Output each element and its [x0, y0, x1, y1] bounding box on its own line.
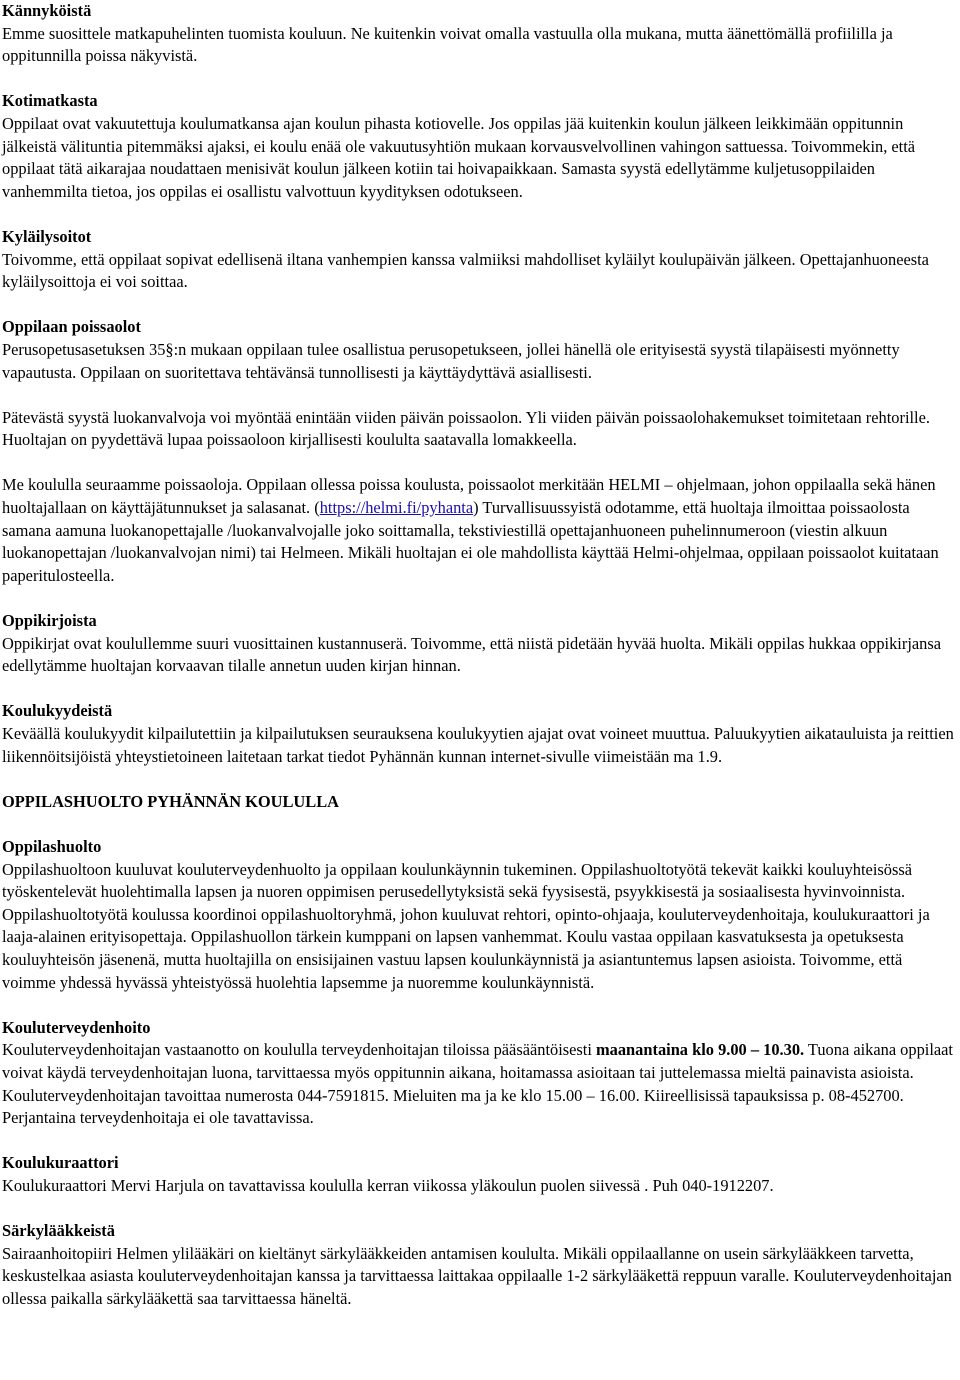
main-heading: OPPILASHUOLTO PYHÄNNÄN KOULULLA: [2, 791, 339, 811]
section-heading: Kännyköistä: [2, 1, 92, 20]
section-heading: Koulukyydeistä: [2, 701, 113, 721]
section-heading: Kouluterveydenhoito: [2, 1017, 151, 1037]
text-fragment: Tuona aikana oppilaat voivat käydä terveydenhoitajan luona, tarvittaessa myös oppitunnin aikana, hoitamassa asioitaan tai juttelemassa mieltä painavista asioista. Kouluterveydenhoitajan tavoittaa numerosta 044-7591815. Mieluiten ma ja ke klo 15.00 – 16.00. Kiireellisissä tapauksissa p. 08-452700. Perjantaina terveydenhoitaja ei ole tavattavissa.: [2, 1040, 953, 1128]
section-text: Keväällä koulukyydit kilpailutettiin ja kilpailutuksen seurauksena koulukyytien ajajat ovat voineet muuttua. Paluukyytien aikatauluista ja reittien liikennöitsijöistä yhteystietoineen laitetaan tarkat tiedot Pyhännän kunnan internet-sivulle viimeistään ma 1.9.: [2, 724, 954, 766]
section-heading: Oppilaan poissaolot: [2, 317, 141, 337]
section-text: Perusopetusasetuksen 35§:n mukaan oppilaan tulee osallistua perusopetukseen, jollei hänellä ole erityisestä syystä tilapäisesti myönnetty vapautusta. Oppilaan on suoritettava tehtävänsä tunnollisesti ja käyttäydyttävä asiallisesti.: [2, 339, 900, 382]
section-text: Koulukuraattori Mervi Harjula on tavattavissa koululla kerran viikossa yläkoulun puolen siivessä . Puh 040-1912207.: [2, 1175, 774, 1195]
helmi-link[interactable]: https://helmi.fi/pyhanta: [319, 498, 474, 518]
section-text: Sairaanhoitopiiri Helmen ylilääkäri on kieltänyt särkylääkkeiden antamisen koululta. Mikäli oppilaallanne on usein särkylääkkeen tarvetta, keskustelkaa asiasta kouluterveydenhoitajan kanssa ja tarvittaessa laittakaa oppilaalle 1-2 särkylääkettä reppuun varalle. Kouluterveydenhoitajan ollessa paikalla särkylääkettä saa tarvittaessa häneltä.: [2, 1243, 952, 1308]
section-heading: Oppikirjoista: [2, 611, 97, 631]
section-text: Pätevästä syystä luokanvalvoja voi myöntää enintään viiden päivän poissaolon. Yli viiden päivän poissaolohakemukset toimitetaan rehtorille. Huoltajan on pyydettävä lupaa poissaoloon kirjallisesti koululta saatavalla lomakkeella.: [2, 407, 930, 450]
section-text: Emme suosittele matkapuhelinten tuomista kouluun. Ne kuitenkin voivat omalla vastuulla olla mukana, mutta äänettömällä profiililla ja oppitunnilla poissa näkyvistä.: [2, 23, 893, 66]
section-oppikirjoista: [2, 610, 958, 678]
text-fragment: ) Turvallisuussyistä odotamme, että huoltaja ilmoittaa poissaolosta samana aamuna luokanopettajalle /luokanvalvojalle joko soittamalla, tekstiviestillä opettajanhuoneen puhelinnumeroon (viestin alkuun luokanopettajan /luokanvalvojan nimi) tai Helmeen. Mikäli huoltajan ei ole mahdollista käyttää Helmi-ohjelmaa, oppilaan poissaolot kuitataan paperitulosteella.: [2, 498, 939, 585]
section-text: Toivomme, että oppilaat sopivat edellisenä iltana vanhempien kanssa valmiiksi mahdolliset kyläilyt koulupäivän jälkeen. Opettajanhuoneesta kyläilysoittoja ei voi soittaa.: [2, 249, 929, 292]
reception-hours: maanantaina klo 9.00 – 10.30.: [596, 1040, 805, 1060]
section-text: [2, 474, 958, 587]
section-text: Oppikirjat ovat koulullemme suuri vuosittainen kustannuserä. Toivomme, että niistä pidetään hyvää huolta. Mikäli oppilas hukkaa oppikirjansa edellytämme huoltajan korvaavan tilalle annetun uuden kirjan hinnan.: [2, 633, 941, 676]
section-heading: Koulukuraattori: [2, 1153, 119, 1173]
text-fragment: Kouluterveydenhoitajan vastaanotto on koululla terveydenhoitajan tiloissa pääsääntöisesti: [2, 1040, 597, 1060]
text-fragment: Me koululla seuraamme poissaoloja. Oppilaan ollessa poissa koulusta, poissaolot merkitään HELMI – ohjelmaan, johon oppilaalla sekä hänen huoltajallaan on käyttäjätunnukset ja salasanat. (: [2, 475, 936, 518]
section-text: Oppilaat ovat vakuutettuja koulumatkansa ajan koulun pihasta kotiovelle. Jos oppilas jää kuitenkin koulun jälkeen leikkimään oppitunnin jälkeistä välituntia pitemmäksi ajaksi, ei koulu enää ole vakuutusyhtiön mukaan korvausvelvollinen vahingon sattuessa. Toivommekin, että oppilaat tätä aikarajaa noudattaen menisivät koulun jälkeen kotiin tai hoivapaikkaan. Samasta syystä edellytämme kuljetusoppilaiden vanhemmilta tietoa, jos oppilas ei osallistu valvottuun kyydityksen odotukseen.: [2, 113, 916, 201]
section-kannykoista: [2, 0, 958, 68]
section-kotimatkasta: [2, 90, 958, 203]
section-text: Oppilashuoltoon kuuluvat kouluterveydenhuolto ja oppilaan koulunkäynnin tukeminen. Oppilashuoltotyötä tekevät kaikki kouluyhteisössä työskentelevät huolehtimalla lapsen ja nuoren oppimisen perusedellytyksistä sekä fyysisestä, psyykkisestä ja sosiaalisesta hyvinvoinnista. Oppilashuoltotyötä koulussa koordinoi oppilashuoltoryhmä, johon kuuluvat rehtori, opinto-ohjaaja, kouluterveydenhoitaja, koulukuraattori ja laaja-alainen erityisopettaja. Oppilashuollon tärkein kumppani on lapsen vanhemmat. Koulu vastaa oppilaan kasvatuksesta ja opetuksesta kouluyhteisön jäsenenä, mutta huoltajilla on ensisijainen vastuu lapsen koulunkäynnistä ja asiantuntemus lapsen asioista. Toivomme, että voimme yhdessä hyvässä yhteistyössä huolehtia lapsemme ja nuoremme koulunkäynnistä.: [2, 859, 930, 992]
section-poissaolot: [2, 316, 958, 587]
section-heading: Kotimatkasta: [2, 91, 98, 111]
section-kylailysoitot: [2, 226, 958, 294]
section-heading: Särkylääkkeistä: [2, 1221, 115, 1241]
section-sarkylaakkeista: [2, 1220, 958, 1310]
section-oppilashuolto: [2, 836, 958, 994]
section-koulukuraattori: [2, 1152, 958, 1197]
section-heading: Kyläilysoitot: [2, 226, 92, 246]
section-kouluterveydenhoito: [2, 1017, 958, 1130]
section-text: [2, 1039, 958, 1129]
section-heading: Oppilashuolto: [2, 836, 102, 856]
section-koulukyydeista: [2, 700, 958, 768]
